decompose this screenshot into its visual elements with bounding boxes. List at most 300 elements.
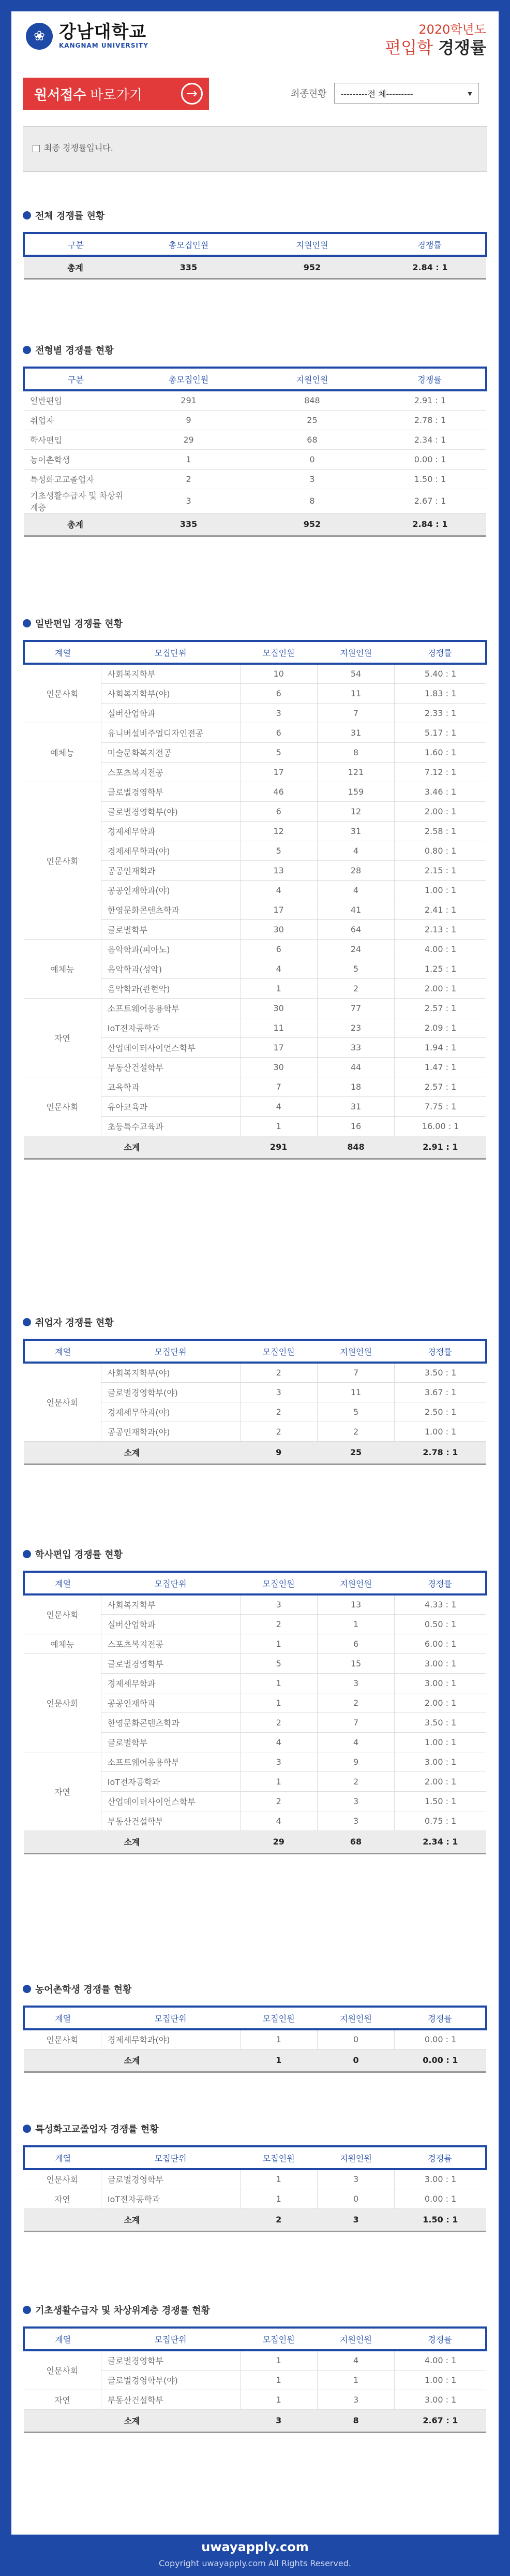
- arrow-right-icon: →: [181, 83, 203, 105]
- column-header: 모집단위: [101, 2146, 240, 2169]
- table-cell: 일반편입: [24, 390, 127, 410]
- total-cell: 2.91 : 1: [395, 1136, 486, 1159]
- section-title: [23, 344, 487, 356]
- column-header: 모집단위: [101, 2007, 240, 2029]
- table-cell: 1.00 : 1: [395, 1422, 486, 1441]
- table-row: [24, 390, 486, 410]
- total-cell: 총계: [24, 513, 127, 536]
- rate-table: [23, 2006, 487, 2073]
- table-cell: 미술문화복지전공: [101, 742, 240, 762]
- table-cell: 1.94 : 1: [395, 1037, 486, 1057]
- table-row: [24, 2390, 486, 2409]
- section-title: [23, 1316, 487, 1328]
- table-cell: 18: [317, 1077, 394, 1096]
- table-cell: 소프트웨어응용학부: [101, 998, 240, 1018]
- table-cell: 3: [317, 1811, 394, 1831]
- table-cell: 12: [240, 821, 317, 841]
- table-cell: 2.78 : 1: [374, 410, 486, 430]
- total-cell: 335: [127, 256, 250, 279]
- table-cell: 1.25 : 1: [395, 959, 486, 978]
- table-cell: 2.00 : 1: [395, 801, 486, 821]
- header: [11, 11, 499, 63]
- table-cell: 경제세무학과: [101, 821, 240, 841]
- table-cell: 유니버설비주얼디자인전공: [101, 723, 240, 742]
- table-row: [24, 489, 486, 513]
- table-cell: 17: [240, 762, 317, 782]
- table-cell: 경제세무학과(야): [101, 1402, 240, 1422]
- bullet-icon: [23, 1985, 31, 1993]
- table-cell: 2: [240, 1363, 317, 1382]
- column-header: 경쟁률: [374, 233, 486, 256]
- table-cell: 7.75 : 1: [395, 1096, 486, 1116]
- table-cell: 6.00 : 1: [395, 1634, 486, 1653]
- table-cell: 4: [317, 2350, 394, 2370]
- table-cell: 17: [240, 1037, 317, 1057]
- section-title: [23, 209, 487, 222]
- table-cell: 4.00 : 1: [395, 939, 486, 959]
- table-cell: 1.00 : 1: [395, 1732, 486, 1752]
- table-cell: 부동산건설학부: [101, 1811, 240, 1831]
- total-row: [24, 1831, 486, 1853]
- table-cell: 1.00 : 1: [395, 2370, 486, 2390]
- section-title: [23, 2304, 487, 2316]
- table-cell: 4: [240, 1732, 317, 1752]
- total-cell: 68: [317, 1831, 394, 1853]
- table-cell: 3: [240, 703, 317, 723]
- group-cell: 인문사회: [24, 1363, 101, 1441]
- total-row: [24, 2409, 486, 2432]
- column-header: 지원인원: [317, 2146, 394, 2169]
- total-cell: 2.78 : 1: [395, 1441, 486, 1464]
- group-cell: 인문사회: [24, 782, 101, 939]
- section-title-text: 전형별 경쟁률 현황: [35, 345, 114, 356]
- table-cell: 12: [317, 801, 394, 821]
- table-row: [24, 1363, 486, 1382]
- table-cell: 사회복지학부(야): [101, 1363, 240, 1382]
- table-cell: 1: [240, 1673, 317, 1693]
- total-cell: 0.00 : 1: [395, 2049, 486, 2072]
- status-label: 최종현황: [291, 89, 327, 99]
- table-row: [24, 782, 486, 801]
- page-container: [11, 11, 499, 2535]
- table-cell: 4: [240, 1096, 317, 1116]
- column-header: 경쟁률: [395, 2328, 486, 2350]
- column-header: 계열: [24, 2328, 101, 2350]
- status-filter: [291, 83, 479, 104]
- table-row: [24, 2350, 486, 2370]
- table-cell: 2: [317, 1772, 394, 1791]
- total-row: [24, 2208, 486, 2231]
- total-cell: 2: [240, 2208, 317, 2231]
- table-cell: 1.00 : 1: [395, 880, 486, 900]
- total-cell: 2.34 : 1: [395, 1831, 486, 1853]
- table-cell: 기초생활수급자 및 차상위계층: [24, 489, 127, 513]
- total-cell: 1: [240, 2049, 317, 2072]
- table-cell: 경제세무학과(야): [101, 2029, 240, 2049]
- table-cell: 사회복지학부: [101, 664, 240, 683]
- table-cell: 848: [250, 390, 374, 410]
- table-cell: IoT전자공학과: [101, 1018, 240, 1037]
- table-cell: 46: [240, 782, 317, 801]
- table-cell: 학사편입: [24, 430, 127, 449]
- bullet-icon: [23, 2125, 31, 2133]
- table-cell: 2.67 : 1: [374, 489, 486, 513]
- section-title: [23, 1548, 487, 1560]
- total-cell: 2.67 : 1: [395, 2409, 486, 2432]
- table-cell: 1.50 : 1: [374, 469, 486, 489]
- table-cell: 1.50 : 1: [395, 1791, 486, 1811]
- total-cell: 2.84 : 1: [374, 513, 486, 536]
- table-row: [24, 939, 486, 959]
- table-cell: 291: [127, 390, 250, 410]
- table-cell: 10: [240, 664, 317, 683]
- table-cell: 교육학과: [101, 1077, 240, 1096]
- table-row: [24, 1077, 486, 1096]
- table-cell: 13: [240, 860, 317, 880]
- table-cell: 8: [317, 742, 394, 762]
- table-cell: 54: [317, 664, 394, 683]
- bullet-icon: [23, 211, 31, 219]
- table-cell: 0.80 : 1: [395, 841, 486, 860]
- table-cell: 1: [240, 978, 317, 998]
- table-cell: 3: [317, 1673, 394, 1693]
- table-cell: 159: [317, 782, 394, 801]
- table-cell: 0: [317, 2189, 394, 2208]
- school-emblem-icon: ❀: [26, 23, 53, 50]
- table-cell: 0.75 : 1: [395, 1811, 486, 1831]
- column-header: 지원인원: [317, 2007, 394, 2029]
- table-cell: 1: [240, 1772, 317, 1791]
- footer-copyright: Copyright uwayapply.com All Rights Reserved.: [159, 2558, 351, 2568]
- table-cell: 0.00 : 1: [374, 449, 486, 469]
- table-cell: 3: [250, 469, 374, 489]
- table-cell: 1: [240, 2029, 317, 2049]
- total-cell: 848: [317, 1136, 394, 1159]
- column-header: 지원인원: [250, 368, 374, 390]
- table-cell: 3.50 : 1: [395, 1363, 486, 1382]
- table-cell: 7: [317, 1363, 394, 1382]
- table-cell: 2.15 : 1: [395, 860, 486, 880]
- section-title-text: 특성화고교졸업자 경쟁률 현황: [35, 2124, 159, 2135]
- table-cell: 4: [240, 1811, 317, 1831]
- table-header-row: [24, 1572, 486, 1594]
- table-cell: 0.50 : 1: [395, 1614, 486, 1634]
- column-header: 계열: [24, 641, 101, 664]
- table-row: [24, 998, 486, 1018]
- total-cell: 0: [317, 2049, 394, 2072]
- table-cell: 6: [317, 1634, 394, 1653]
- table-cell: 2.00 : 1: [395, 978, 486, 998]
- table-cell: 2: [240, 1791, 317, 1811]
- title-year: 2020학년도: [418, 22, 486, 37]
- table-cell: 농어촌학생: [24, 449, 127, 469]
- table-cell: 2.41 : 1: [395, 900, 486, 919]
- column-header: 경쟁률: [395, 641, 486, 664]
- bullet-icon: [23, 1550, 31, 1558]
- table-cell: 산업데이터사이언스학부: [101, 1037, 240, 1057]
- table-cell: 1.47 : 1: [395, 1057, 486, 1077]
- total-cell: 1.50 : 1: [395, 2208, 486, 2231]
- table-header-row: [24, 641, 486, 664]
- section-title-text: 학사편입 경쟁률 현황: [35, 1549, 123, 1560]
- table-cell: 31: [317, 821, 394, 841]
- table-cell: 31: [317, 1096, 394, 1116]
- table-cell: 1: [240, 1116, 317, 1136]
- group-cell: 인문사회: [24, 2029, 101, 2049]
- column-header: 경쟁률: [374, 368, 486, 390]
- table-cell: 30: [240, 998, 317, 1018]
- table-cell: 16: [317, 1116, 394, 1136]
- column-header: 모집인원: [240, 2007, 317, 2029]
- total-cell: 소계: [24, 1441, 240, 1464]
- section-title-text: 일반편입 경쟁률 현황: [35, 619, 123, 630]
- table-cell: 글로벌경영학부(야): [101, 1382, 240, 1402]
- table-cell: 2.00 : 1: [395, 1693, 486, 1713]
- table-cell: 0.00 : 1: [395, 2189, 486, 2208]
- group-cell: 예체능: [24, 1634, 101, 1653]
- column-header: 지원인원: [317, 2328, 394, 2350]
- column-header: 구분: [24, 368, 127, 390]
- table-header-row: [24, 2328, 486, 2350]
- group-cell: 인문사회: [24, 1077, 101, 1136]
- table-cell: 25: [250, 410, 374, 430]
- notice-text: 최종 경쟁률입니다.: [44, 143, 113, 153]
- section-title: [23, 2123, 487, 2135]
- table-cell: 3.00 : 1: [395, 1673, 486, 1693]
- total-cell: 3: [317, 2208, 394, 2231]
- table-cell: 2: [127, 469, 250, 489]
- column-header: 경쟁률: [395, 2146, 486, 2169]
- table-cell: 5.17 : 1: [395, 723, 486, 742]
- table-cell: 1: [317, 2370, 394, 2390]
- table-cell: 6: [240, 683, 317, 703]
- column-header: 총모집인원: [127, 368, 250, 390]
- table-cell: 9: [127, 410, 250, 430]
- table-cell: 스포츠복지전공: [101, 1634, 240, 1653]
- table-cell: 1: [317, 1614, 394, 1634]
- table-cell: 특성화고교졸업자: [24, 469, 127, 489]
- table-row: [24, 410, 486, 430]
- table-row: [24, 1752, 486, 1772]
- group-cell: 예체능: [24, 723, 101, 782]
- section-title-text: 취업자 경쟁률 현황: [35, 1318, 114, 1328]
- section-0: [23, 209, 487, 273]
- bullet-icon: [23, 619, 31, 627]
- group-cell: 인문사회: [24, 664, 101, 723]
- table-cell: 0: [250, 449, 374, 469]
- total-cell: 9: [240, 1441, 317, 1464]
- table-cell: 공공인재학과: [101, 1693, 240, 1713]
- table-cell: 8: [250, 489, 374, 513]
- table-row: [24, 2029, 486, 2049]
- total-row: [24, 1136, 486, 1159]
- table-row: [24, 723, 486, 742]
- status-select-value: ---------전 체---------: [340, 89, 413, 99]
- table-cell: 음악학과(피아노): [101, 939, 240, 959]
- table-cell: 7.12 : 1: [395, 762, 486, 782]
- table-cell: 1.83 : 1: [395, 683, 486, 703]
- table-cell: 4: [240, 959, 317, 978]
- table-cell: 44: [317, 1057, 394, 1077]
- table-cell: 2.91 : 1: [374, 390, 486, 410]
- table-row: [24, 1594, 486, 1614]
- column-header: 계열: [24, 1340, 101, 1363]
- table-cell: 0.00 : 1: [395, 2029, 486, 2049]
- table-cell: 3: [317, 1791, 394, 1811]
- table-cell: 3.67 : 1: [395, 1382, 486, 1402]
- table-cell: 77: [317, 998, 394, 1018]
- table-cell: 실버산업학과: [101, 703, 240, 723]
- rate-table: [23, 2145, 487, 2232]
- table-cell: 1: [240, 2169, 317, 2189]
- section-title: [23, 617, 487, 630]
- table-cell: 33: [317, 1037, 394, 1057]
- section-1: [23, 344, 487, 530]
- column-header: 경쟁률: [395, 2007, 486, 2029]
- total-cell: 소계: [24, 1136, 240, 1159]
- table-cell: 17: [240, 900, 317, 919]
- school-name-en: KANGNAM UNIVERSITY: [59, 42, 148, 49]
- group-cell: 자연: [24, 2189, 101, 2208]
- chevron-down-icon: ▾: [468, 88, 472, 98]
- section-title-text: 전체 경쟁률 현황: [35, 211, 105, 222]
- table-cell: 산업데이터사이언스학부: [101, 1791, 240, 1811]
- section-title: [23, 1983, 487, 1995]
- group-cell: 인문사회: [24, 1594, 101, 1634]
- column-header: 경쟁률: [395, 1340, 486, 1363]
- table-cell: 유아교육과: [101, 1096, 240, 1116]
- table-cell: 28: [317, 860, 394, 880]
- table-cell: 2: [240, 1402, 317, 1422]
- column-header: 모집단위: [101, 1340, 240, 1363]
- table-cell: 실버산업학과: [101, 1614, 240, 1634]
- table-cell: 초등특수교육과: [101, 1116, 240, 1136]
- table-cell: IoT전자공학과: [101, 1772, 240, 1791]
- table-cell: 6: [240, 801, 317, 821]
- group-cell: 인문사회: [24, 2169, 101, 2189]
- table-cell: 1: [127, 449, 250, 469]
- table-cell: 68: [250, 430, 374, 449]
- table-row: [24, 2189, 486, 2208]
- table-cell: 한영문화콘텐츠학과: [101, 1713, 240, 1732]
- table-cell: 2.33 : 1: [395, 703, 486, 723]
- school-name: 강남대학교: [59, 22, 147, 42]
- column-header: 모집인원: [240, 1572, 317, 1594]
- total-row: [24, 256, 486, 279]
- school-logo: [26, 23, 148, 50]
- rate-table: [23, 2326, 487, 2433]
- table-row: [24, 2169, 486, 2189]
- table-cell: 공공인재학과(야): [101, 1422, 240, 1441]
- table-cell: 1: [240, 2370, 317, 2390]
- table-row: [24, 469, 486, 489]
- column-header: 구분: [24, 233, 127, 256]
- table-cell: 5: [317, 959, 394, 978]
- table-cell: 글로벌경영학부(야): [101, 2370, 240, 2390]
- table-cell: 24: [317, 939, 394, 959]
- table-cell: 글로벌경영학부: [101, 2350, 240, 2370]
- group-cell: 자연: [24, 1752, 101, 1831]
- bullet-icon: [23, 2306, 31, 2314]
- checkbox-icon: [33, 145, 40, 152]
- apply-button[interactable]: [23, 78, 209, 110]
- section-title-text: 기초생활수급자 및 차상위계층 경쟁률 현황: [35, 2305, 211, 2316]
- notice-box: [23, 126, 487, 172]
- section-2: [23, 617, 487, 1152]
- table-cell: 1: [240, 2390, 317, 2409]
- page-title: [385, 22, 486, 58]
- group-cell: 인문사회: [24, 2350, 101, 2390]
- total-cell: 총계: [24, 256, 127, 279]
- total-cell: 2.84 : 1: [374, 256, 486, 279]
- total-cell: 소계: [24, 2049, 240, 2072]
- total-cell: 소계: [24, 1831, 240, 1853]
- table-cell: 31: [317, 723, 394, 742]
- total-cell: 952: [250, 256, 374, 279]
- table-cell: 41: [317, 900, 394, 919]
- table-cell: 한영문화콘텐츠학과: [101, 900, 240, 919]
- bullet-icon: [23, 346, 31, 354]
- table-cell: 30: [240, 919, 317, 939]
- table-cell: 글로벌경영학부: [101, 2169, 240, 2189]
- table-cell: 0: [317, 2029, 394, 2049]
- footer: [0, 2535, 510, 2576]
- table-cell: 음악학과(성악): [101, 959, 240, 978]
- table-cell: 121: [317, 762, 394, 782]
- status-select[interactable]: [334, 83, 479, 104]
- table-cell: 7: [240, 1077, 317, 1096]
- table-cell: 6: [240, 939, 317, 959]
- table-cell: 음악학과(관현악): [101, 978, 240, 998]
- table-cell: 공공인재학과: [101, 860, 240, 880]
- table-cell: 4.00 : 1: [395, 2350, 486, 2370]
- column-header: 경쟁률: [395, 1572, 486, 1594]
- table-header-row: [24, 233, 486, 256]
- table-cell: 스포츠복지전공: [101, 762, 240, 782]
- title-type: 편입학: [385, 38, 433, 57]
- table-cell: 2.34 : 1: [374, 430, 486, 449]
- table-cell: 소프트웨어응용학부: [101, 1752, 240, 1772]
- table-cell: 글로벌경영학부: [101, 782, 240, 801]
- table-cell: 글로벌경영학부: [101, 1653, 240, 1673]
- table-cell: 16.00 : 1: [395, 1116, 486, 1136]
- table-cell: 3.00 : 1: [395, 1752, 486, 1772]
- table-cell: 7: [317, 1713, 394, 1732]
- table-cell: 7: [317, 703, 394, 723]
- section-4: [23, 1548, 487, 1847]
- table-cell: 2.57 : 1: [395, 998, 486, 1018]
- rate-table: [23, 1339, 487, 1465]
- table-row: [24, 430, 486, 449]
- bullet-icon: [23, 1318, 31, 1326]
- group-cell: 예체능: [24, 939, 101, 998]
- table-cell: 2.58 : 1: [395, 821, 486, 841]
- column-header: 모집인원: [240, 1340, 317, 1363]
- table-cell: 부동산건설학부: [101, 1057, 240, 1077]
- table-cell: 공공인재학과(야): [101, 880, 240, 900]
- table-cell: 글로벌학부: [101, 919, 240, 939]
- table-cell: 5: [317, 1402, 394, 1422]
- table-cell: 사회복지학부: [101, 1594, 240, 1614]
- rate-table: [23, 640, 487, 1160]
- table-header-row: [24, 368, 486, 390]
- table-cell: 30: [240, 1057, 317, 1077]
- table-cell: 3.00 : 1: [395, 2169, 486, 2189]
- table-cell: IoT전자공학과: [101, 2189, 240, 2208]
- column-header: 총모집인원: [127, 233, 250, 256]
- table-cell: 경제세무학과(야): [101, 841, 240, 860]
- table-cell: 23: [317, 1018, 394, 1037]
